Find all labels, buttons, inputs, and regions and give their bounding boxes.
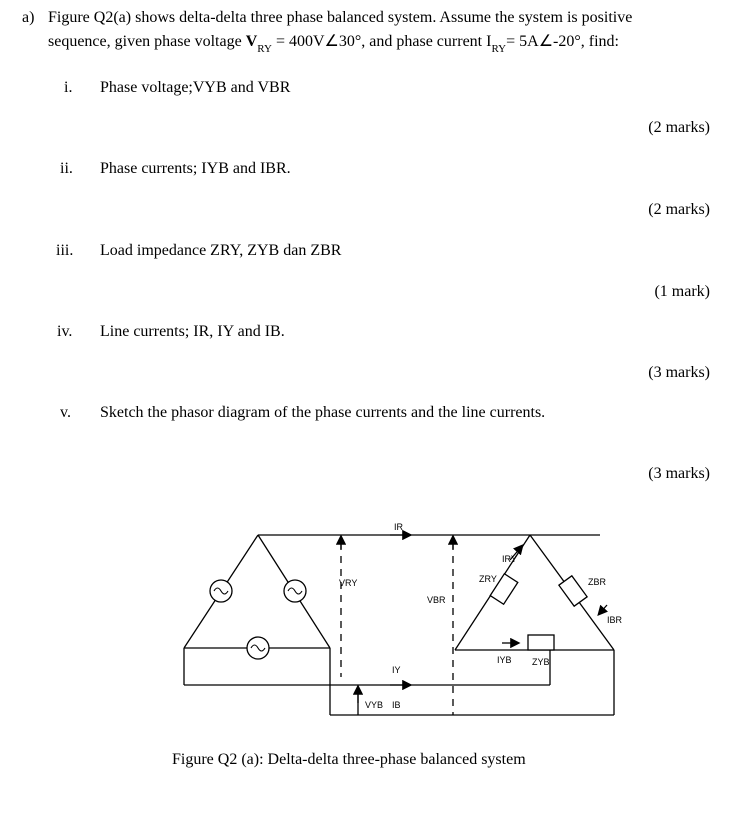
arrow-ibr — [599, 605, 607, 614]
label-ibr: IBR — [607, 615, 623, 625]
label-iry: IRY — [502, 554, 517, 564]
question-line-2-start: sequence, given phase voltage — [48, 33, 246, 50]
voltage-value: = 400V∠30°, and phase current I — [271, 33, 492, 50]
item-number-2: ii. — [60, 160, 73, 177]
item-text-4: Line currents; IR, IY and IB. — [100, 323, 285, 340]
label-zyb: ZYB — [532, 657, 550, 667]
question-line-2 — [48, 31, 619, 55]
label-vyb: VYB — [365, 700, 384, 710]
item-number-5: v. — [60, 404, 71, 421]
label-ib: IB — [392, 700, 401, 710]
item-number-4: iv. — [57, 323, 73, 340]
item-marks-1: (2 marks) — [648, 119, 710, 136]
item-marks-4: (3 marks) — [648, 364, 710, 381]
voltage-symbol: V — [245, 33, 258, 50]
item-text-3: Load impedance ZRY, ZYB dan ZBR — [100, 242, 342, 259]
current-subscript: RY — [491, 43, 507, 55]
item-marks-3: (1 mark) — [654, 283, 710, 300]
item-number-3: iii. — [56, 242, 74, 259]
voltage-subscript: RY — [257, 43, 272, 55]
question-line-1: Figure Q2(a) shows delta-delta three phase balanced system. Assume the system is positive — [48, 9, 633, 26]
label-vbr: VBR — [427, 595, 446, 605]
label-iyb: IYB — [497, 655, 512, 665]
item-number-1: i. — [64, 79, 73, 96]
label-zbr: ZBR — [588, 577, 606, 587]
delta-delta-circuit-diagram — [170, 515, 630, 725]
current-value: = 5A∠-20°, find: — [506, 33, 619, 50]
item-marks-5: (3 marks) — [648, 465, 710, 482]
label-iy: IY — [392, 665, 401, 675]
impedance-zyb — [528, 635, 554, 650]
figure-caption: Figure Q2 (a): Delta-delta three-phase balanced system — [172, 751, 526, 768]
item-text-1: Phase voltage;VYB and VBR — [100, 79, 291, 96]
label-zry: ZRY — [479, 574, 497, 584]
item-text-5: Sketch the phasor diagram of the phase currents and the line currents. — [100, 404, 546, 421]
label-ir: IR — [394, 522, 403, 532]
part-label: a) — [22, 9, 35, 26]
item-marks-2: (2 marks) — [648, 201, 710, 218]
item-text-2: Phase currents; IYB and IBR. — [100, 160, 291, 177]
label-vry: VRY — [339, 578, 358, 588]
